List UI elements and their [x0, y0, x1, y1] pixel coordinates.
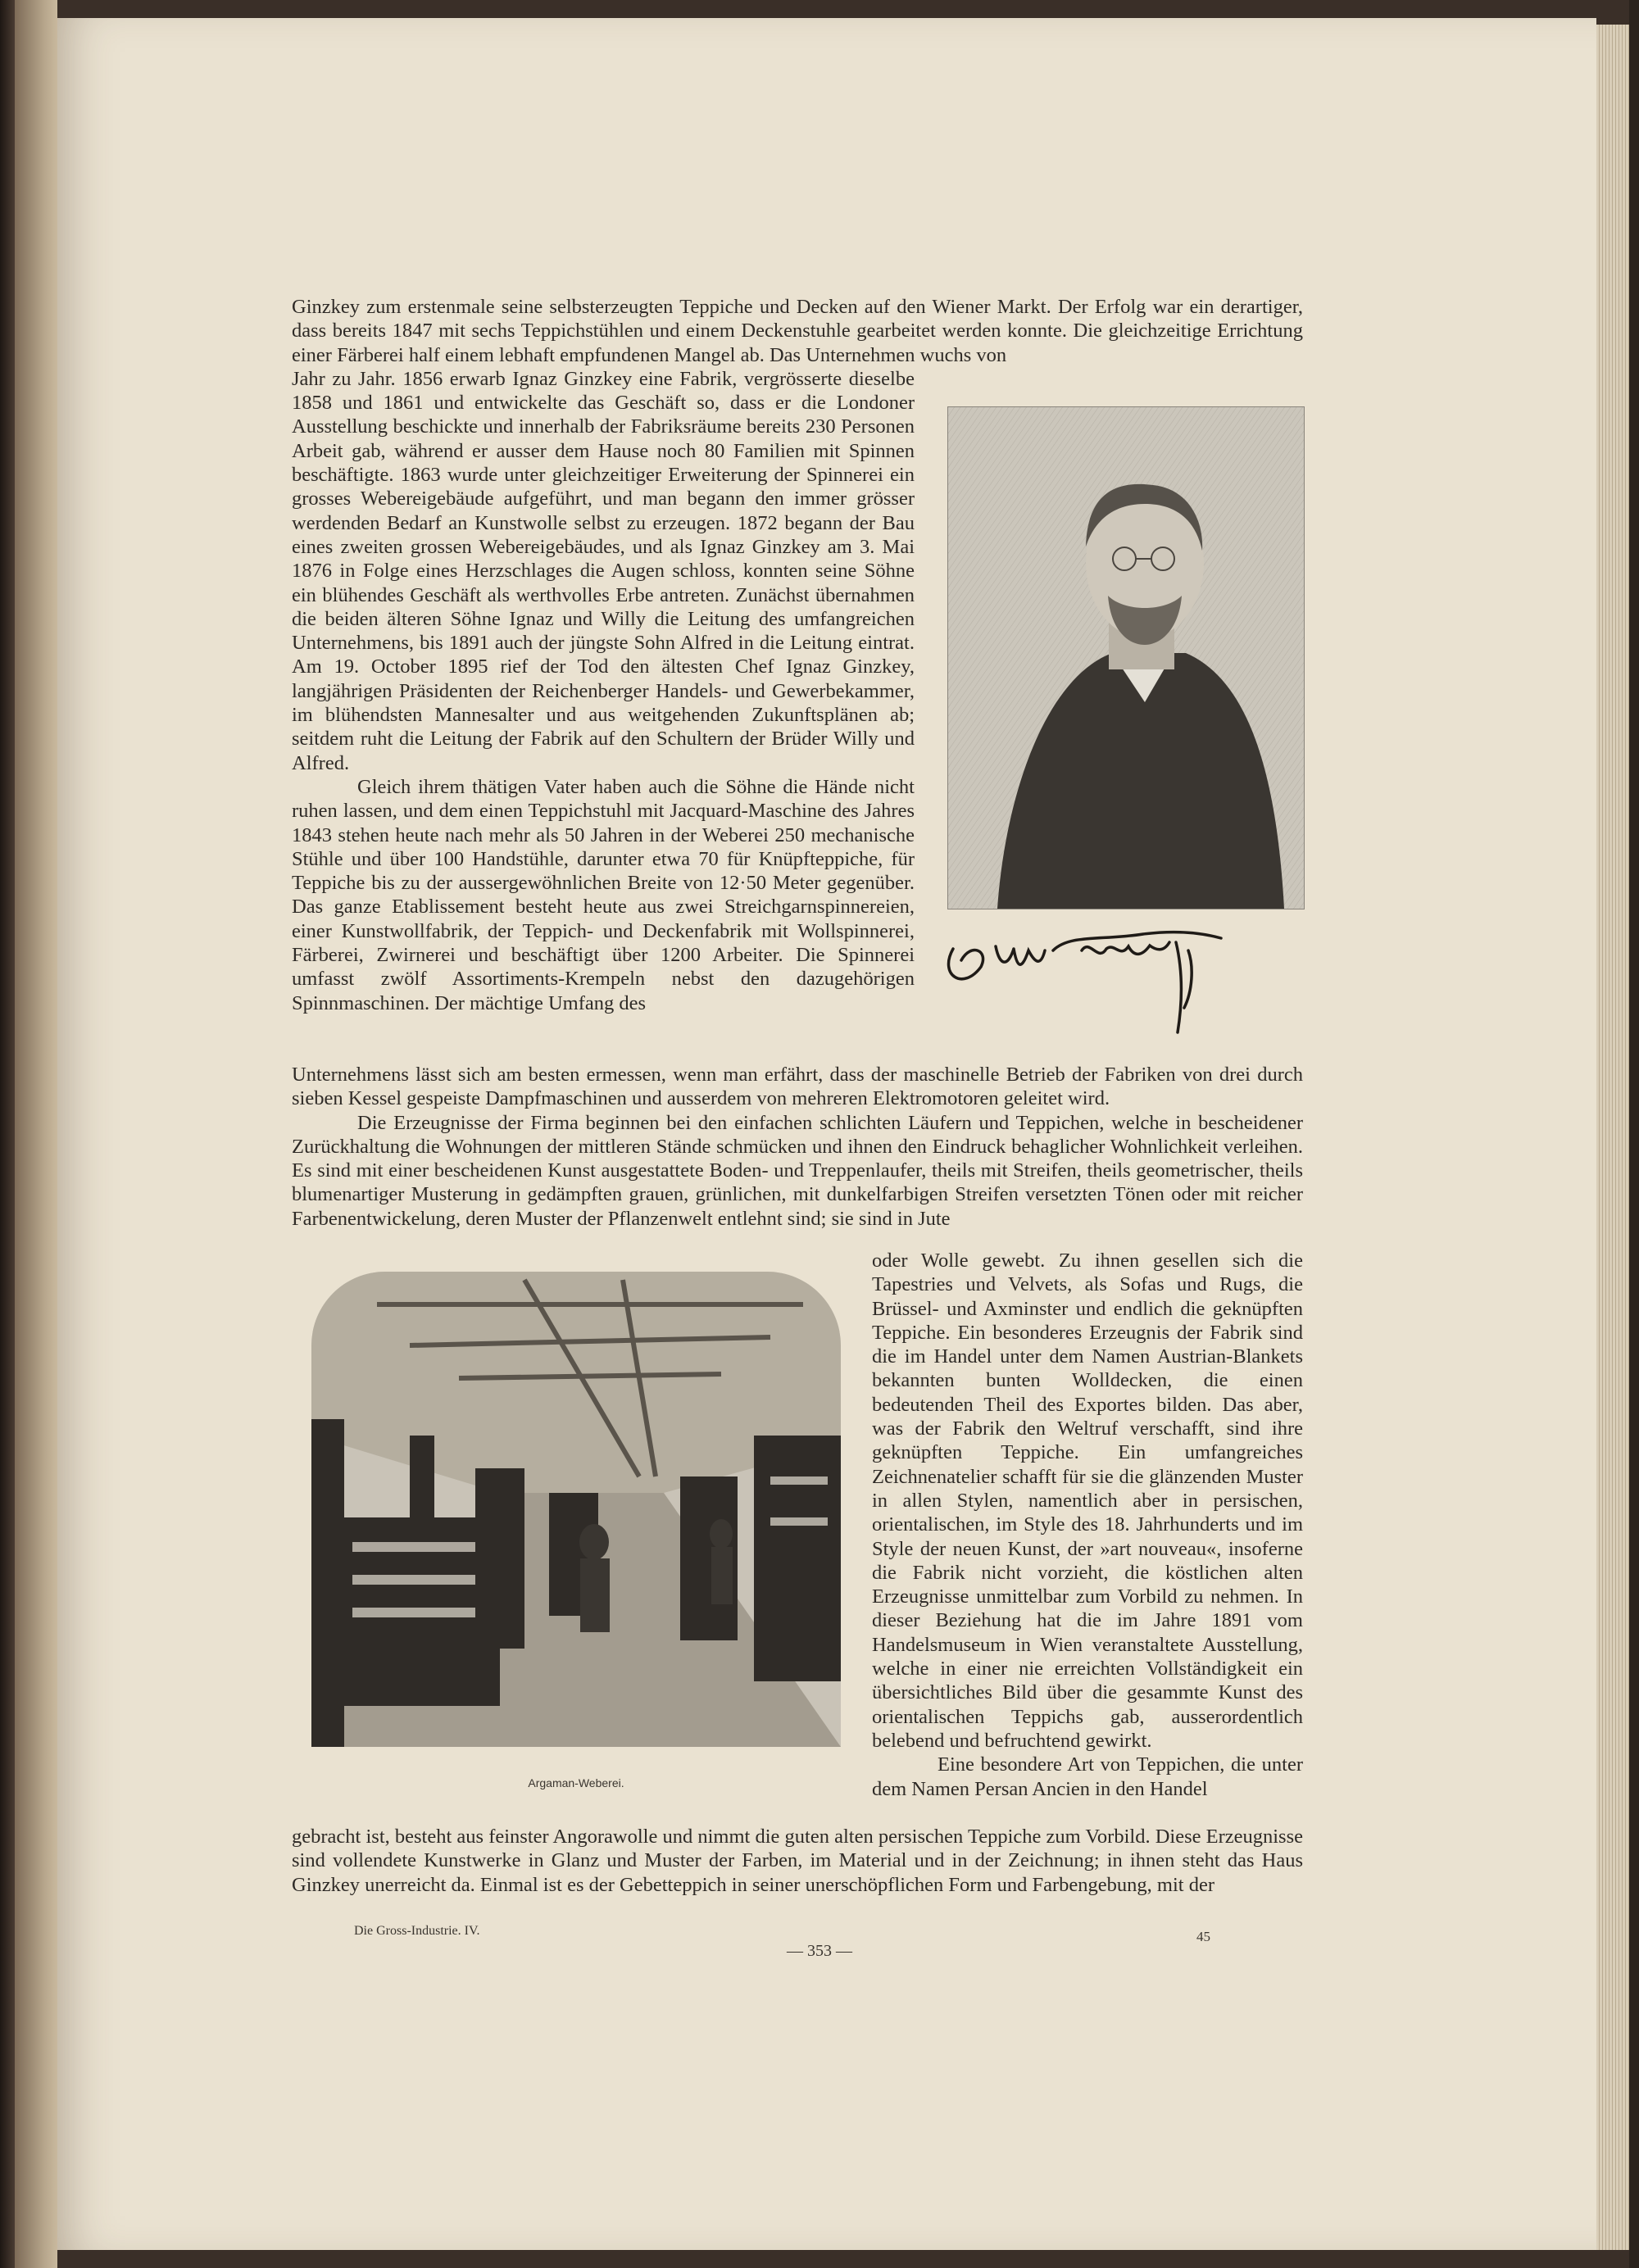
- paragraph-2-continued: Unternehmens lässt sich am besten ermessen, wenn man erfährt, dass der maschinelle Betrieb der Fabriken von drei durch sieben Kessel gespeiste Dampfmaschinen und ausserdem von mehreren Elektromotoren geleitet wird.: [292, 1064, 1303, 1110]
- portrait-engraving: [947, 406, 1305, 909]
- portrait-illustration: [948, 407, 1304, 909]
- footer-series-title: Die Gross-Industrie. IV.: [354, 1924, 480, 1938]
- page-number: — 353 —: [787, 1942, 852, 1960]
- engraving-caption: Argaman-Weberei.: [528, 1776, 624, 1789]
- sheet-signature-number: 45: [1196, 1929, 1210, 1944]
- paragraph-4: Eine besondere Art von Teppichen, die unter dem Namen Persan Ancien in den Handel: [872, 1753, 1303, 1800]
- paragraph-2: Gleich ihrem thätigen Vater haben auch die Söhne die Hände nicht ruhen lassen, und dem einen Teppichstuhl mit Jacquard-Maschine des Jahres 1843 stehen heute nach mehr als 50 Jahren in der Weberei 250 mechanische Stühle und über 100 Handstühle, darunter etwa 70 für Knüpfteppiche, für Teppiche bis zu der aussergewöhnlichen Breite von 12·50 Meter gegenüber. Das ganze Etablissement besteht heute aus zwei Streichgarnspinnereien, einer Kunstwollfabrik, der Teppich- und Deckenfabrik mit Wollspinnerei, Färberei, Zwirnerei und beschäftigt über 1200 Arbeiter. Die Spinnerei umfasst zwölf Assortiments-Krempeln nebst den dazugehörigen Spinnmaschinen. Der mächtige Umfang des: [292, 775, 915, 1014]
- paragraph-1-continued: Jahr zu Jahr. 1856 erwarb Ignaz Ginzkey eine Fabrik, vergrösserte dieselbe 1858 und 1861 und entwickelte das Geschäft so, dass er die Londoner Ausstellung beschickte und innerhalb der Fabriksräume bereits 230 Personen Arbeit gab, während er ausser dem Hause noch 80 Familien mit Spinnen beschäftigte. 1863 wurde unter gleichzeitiger Erweiterung der Spinnerei ein grosses Webereigebäude aufgeführt, und man begann den immer grösser werdenden Bedarf an Kunstwolle selbst zu erzeugen. 1872 begann der Bau eines zweiten grossen Webereigebäudes, und als Ignaz Ginzkey am 3. Mai 1876 in Folge eines Herzschlages die Augen schloss, konnten seine Söhne ein blühendes Geschäft als werthvolles Erbe antreten. Zunächst übernahmen die beiden älteren Söhne Ignaz und Willy die Leitung des umfangreichen Unternehmens, bis 1891 auch der jüngste Sohn Alfred in die Leitung eintrat. Am 19. October 1895 rief der Tod den ältesten Chef Ignaz Ginzkey, langjährigen Präsidenten der Reichenberger Handels- und Gewerbekammer, im blühendsten Mannesalter und aus weitgehenden Zukunftsplänen ab; seitdem ruht die Leitung der Fabrik auf den Schultern der Brüder Willy und Alfred.: [292, 367, 915, 774]
- paragraph-1: Ginzkey zum erstenmale seine selbsterzeugten Teppiche und Decken auf den Wiener Markt. Der Erfolg war ein derartiger, dass bereits 1847 mit sechs Teppichstühlen und einem Deckenstuhle gearbeitet werden konnte. Die gleichzeitige Errichtung einer Färberei half einem lebhaft empfundenen Mangel ab. Das Unternehmen wuchs von: [292, 296, 1303, 366]
- paragraph-3-continued: oder Wolle gewebt. Zu ihnen gesellen sich die Tapestries und Velvets, als Sofas und Rugs, die Brüssel- und Axminster und endlich die geknüpften Teppiche. Ein besonderes Erzeugnis der Fabrik sind die im Handel unter dem Namen Austrian-Blankets bekannten bunten Wolldecken, die einen bedeutenden Theil des Exportes bilden. Das aber, was der Fabrik den Weltruf verschafft, sind ihre geknüpften Teppiche. Ein umfangreiches Zeichnenatelier schafft für sie die glänzenden Muster in allen Stylen, namentlich aber in persischen, orientalischen, im Style des 18. Jahrhunderts und im Style der neuen Kunst, der »art nouveau«, insoferne die Fabrik nicht vorzieht, die köstlichen alten Erzeugnisse unmittelbar zum Vorbild zu nehmen. In dieser Beziehung hat die im Jahre 1891 vom Handelsmuseum in Wien veranstaltete Ausstellung, welche in einer nie erreichten Vollständigkeit ein übersichtliches Bild über die gesammte Kunst des orientalischen Teppichs gab, ausserordentlich belebend und befruchtend gewirkt.: [872, 1250, 1303, 1752]
- paragraph-4-continued: gebracht ist, besteht aus feinster Angorawolle und nimmt die guten alten persischen Teppiche zum Vorbild. Diese Erzeugnisse sind vollendete Kunstwerke in Glanz und Muster der Farben, im Material und in der Zeichnung; in ihnen steht das Haus Ginzkey unerreicht da. Einmal ist es der Gebetteppich in seiner unerschöpflichen Form und Farbengebung, mit der: [292, 1826, 1303, 1896]
- scan-edge-left: [0, 0, 15, 2268]
- scan-edge-right: [1629, 0, 1639, 2268]
- article-text-bottom: [292, 1825, 1303, 1897]
- weaving-hall-illustration: [311, 1272, 841, 1747]
- page-stack-edges: [1596, 25, 1629, 2250]
- article-text-right-column: [872, 1249, 1303, 1801]
- article-text-middle: [292, 1063, 1303, 1231]
- paragraph-3: Die Erzeugnisse der Firma beginnen bei den einfachen schlichten Läufern und Teppichen, welche in bescheidener Zurückhaltung die Wohnungen der mittleren Stände schmücken und ihnen den Eindruck behaglicher Wohnlichkeit verleihen. Es sind mit einer bescheidenen Kunst ausgestattete Boden- und Treppenlaufer, theils mit Streifen, theils geometrischer, theils blumenartiger Musterung in gedämpften grauen, grünlichen, mit dunkelfarbigen Streifen versetzten Tönen oder mit reicher Farbenentwickelung, deren Muster der Pflanzenwelt entlehnt sind; sie sind in Jute: [292, 1111, 1303, 1230]
- weaving-hall-engraving: [311, 1272, 841, 1747]
- signature-ignaz-ginzkey: [938, 918, 1233, 1041]
- previous-page-edge: [15, 0, 57, 2268]
